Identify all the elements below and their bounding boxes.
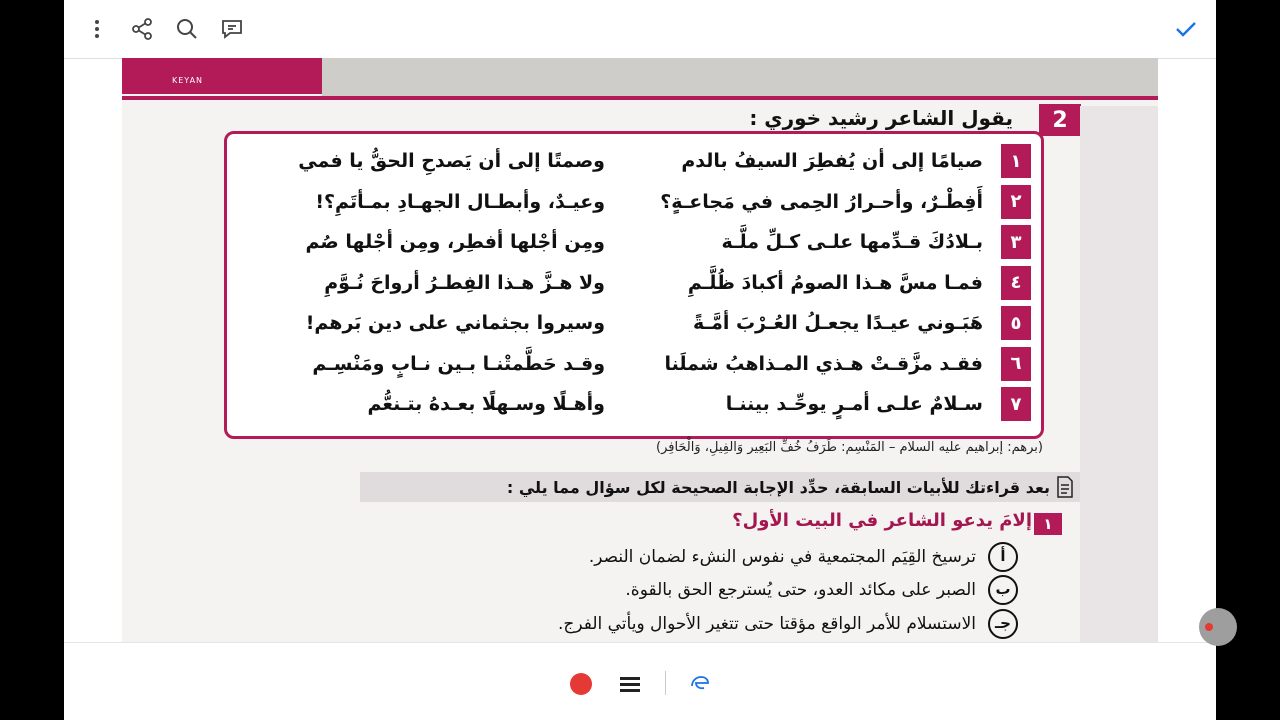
- option-letter: جـ: [988, 609, 1018, 639]
- verse-right: فقـد مزَّقـتْ هـذي المـذاهبُ شملَنا: [664, 353, 983, 375]
- poem-box: [224, 131, 1044, 439]
- verse-left: وصمتًا إلى أن يَصدحِ الحقُّ يا فمي: [298, 150, 605, 172]
- verse-number: ٢: [1001, 185, 1031, 219]
- option-b[interactable]: [625, 575, 1018, 605]
- comment-icon[interactable]: [218, 15, 246, 43]
- verse-right: صيامًا إلى أن يُفطِرَ السيفُ بالدم: [681, 150, 983, 172]
- verse-right: أَفِطْـرٌ، وأحـرارُ الحِمى في مَجاعـةٍ؟: [660, 191, 983, 213]
- verse-left: وقـد حَطَّمتْنـا بـين نـابٍ ومَنْسِـم: [312, 353, 605, 375]
- bottom-toolbar: [64, 642, 1216, 720]
- verse-right: سـلامٌ علـى أمـرٍ يوحِّـد بيننـا: [725, 393, 983, 415]
- side-margin: [1080, 106, 1158, 642]
- question-number: 2: [1039, 104, 1081, 136]
- option-letter: ب: [988, 575, 1018, 605]
- pdf-viewer: [64, 0, 1216, 720]
- verse-left: وعيـدٌ، وأبطـال الجهـادِ بمـأتَمِ؟!: [315, 191, 605, 213]
- footnote: (برهم: إبراهيم عليه السلام – المَنْسِم: طَرَفُ خُفِّ البَعِير وَالفِيلِ، وَالْحَافِر): [656, 440, 1043, 455]
- option-a[interactable]: [589, 542, 1018, 572]
- more-vertical-icon[interactable]: [83, 15, 111, 43]
- verse-numbers: [1001, 144, 1031, 428]
- option-text: الصبر على مكائد العدو، حتى يُسترجع الحق بالقوة.: [625, 580, 976, 600]
- verse-number: ٤: [1001, 266, 1031, 300]
- verse-left: ولا هـزَّ هـذا الفِطـرُ أرواحَ نُـوَّمِ: [324, 272, 605, 294]
- header-rule: [122, 96, 1158, 100]
- verse-number: ١: [1001, 144, 1031, 178]
- verse-number: ٧: [1001, 387, 1031, 421]
- top-toolbar: [64, 0, 1216, 59]
- list-icon[interactable]: [620, 675, 640, 693]
- verse-number: ٦: [1001, 347, 1031, 381]
- document-page: [122, 58, 1158, 642]
- checkmark-icon[interactable]: [1172, 15, 1200, 43]
- record-icon[interactable]: [570, 673, 592, 695]
- verse-left: وسيروا بجثماني على دين بَرهم!: [305, 312, 605, 334]
- toolbar-divider: [665, 671, 666, 695]
- option-c[interactable]: [558, 609, 1018, 639]
- instruction-text: بعد قراءتك للأبيات السابقة، حدِّد الإجابة الصحيحة لكل سؤال مما يلي :: [506, 478, 1050, 497]
- verse-right: فمـا مسَّ هـذا الصومُ أكبادَ ظُلَّـمِ: [687, 272, 983, 294]
- scroll-handle[interactable]: [1199, 608, 1237, 646]
- verse-right: بـلادُكَ قـدِّمها علـى كـلِّ ملَّـة: [721, 231, 983, 253]
- question-title: يقول الشاعر رشيد خوري :: [749, 106, 1013, 130]
- sub-question-text: إلامَ يدعو الشاعر في البيت الأول؟: [732, 510, 1032, 531]
- verse-left: ومِن أجْلها أفطِر، ومِن أجْلها صُم: [305, 231, 605, 253]
- verse-number: ٣: [1001, 225, 1031, 259]
- verse-number: ٥: [1001, 306, 1031, 340]
- option-text: ترسيخ القِيَم المجتمعية في نفوس النشء لضمان النصر.: [588, 547, 976, 567]
- edge-browser-icon[interactable]: [688, 673, 712, 695]
- option-letter: أ: [988, 542, 1018, 572]
- publisher-logo: KEYAN: [172, 76, 204, 85]
- verse-right: هَبَـوني عيـدًا يجعـلُ العُـرْبَ أمَّـةً: [693, 312, 983, 334]
- document-icon: [1056, 476, 1076, 498]
- share-icon[interactable]: [128, 15, 156, 43]
- option-text: الاستسلام للأمر الواقع مؤقتا حتى تتغير الأحوال ويأتي الفرج.: [557, 614, 976, 634]
- search-icon[interactable]: [173, 15, 201, 43]
- sub-question-number: ١: [1034, 513, 1062, 535]
- record-indicator-icon: [1205, 623, 1213, 631]
- publisher-logo-band: [122, 58, 322, 94]
- header-band: [322, 58, 1158, 96]
- verse-left: وأهـلًا وسـهلًا بعـدهُ بتـنعُّم: [367, 393, 605, 415]
